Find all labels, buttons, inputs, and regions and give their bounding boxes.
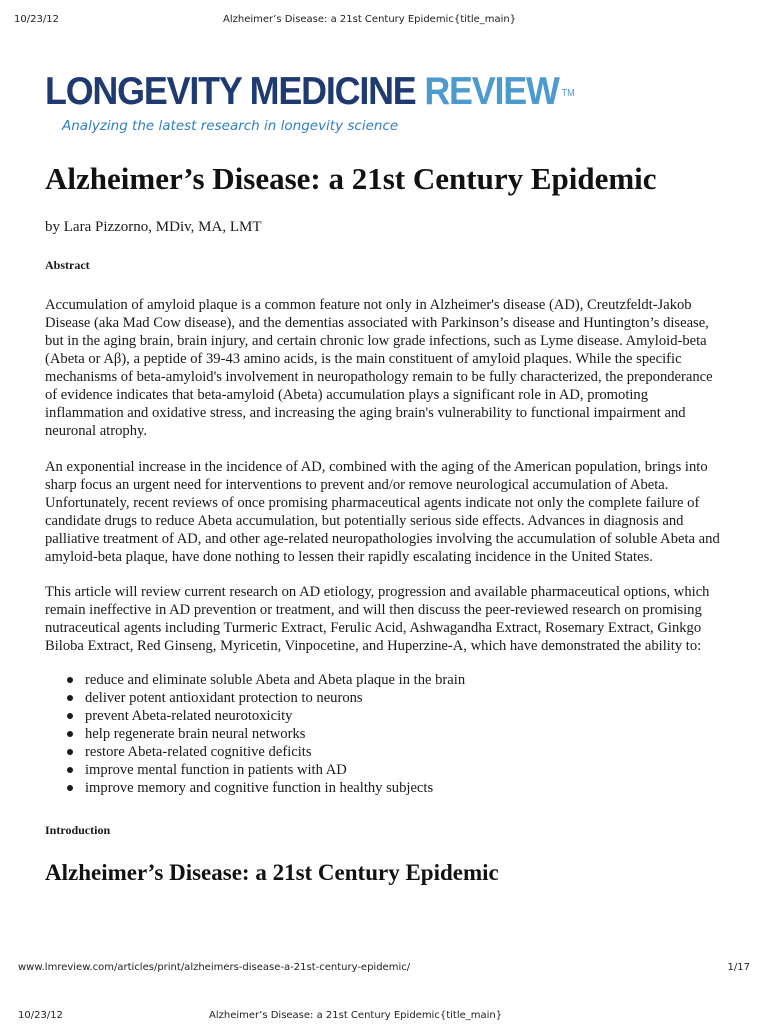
logo-word-review: REVIEW (424, 70, 559, 113)
print-url: www.lmreview.com/articles/print/alzheimers-disease-a-21st-century-epidemic/ (18, 962, 411, 973)
page-number: 1/17 (727, 962, 750, 973)
bullet-icon (67, 785, 73, 791)
list-item: improve mental function in patients with AD (67, 761, 725, 779)
list-item: restore Abeta-related cognitive deficits (67, 743, 725, 761)
article-content (45, 160, 725, 887)
list-item: prevent Abeta-related neurotoxicity (67, 707, 725, 725)
abstract-heading: Abstract (45, 258, 90, 272)
bullet-icon (67, 749, 73, 755)
abstract-paragraph-3: This article will review current research on AD etiology, progression and available pharmaceutical options, which remain ineffective in AD prevention or treatment, and will then discuss the peer-reviewed research on promising nutraceutical agents including Turmeric Extract, Ferulic Acid, Ashwagandha Extract, Rosemary Extract, Ginkgo Biloba Extract, Red Ginseng, Myricetin, Vinpocetine, and Huperzine-A, which have demonstrated the ability to: (45, 584, 710, 654)
logo-wordmark (45, 72, 575, 112)
print-date: 10/23/12 (18, 1010, 63, 1021)
bullet-icon (67, 767, 73, 773)
abstract-paragraph-2: An exponential increase in the incidence of AD, combined with the aging of the American population, brings into sharp focus an urgent need for interventions to prevent and/or remove neurological accumulation of Abeta. Unfortunately, recent reviews of once promising pharmaceutical agents indicate not only the complete failure of candidate drugs to reduce Abeta accumulation, but potentially serious side effects. Advances in diagnosis and palliative treatment of AD, and other age-related neuropathologies involving the accumulation of soluble Abeta and amyloid-beta plaque, have done nothing to lessen their rapidly escalating incidence in the United States. (45, 459, 720, 565)
list-item: help regenerate brain neural networks (67, 725, 725, 743)
bullet-icon (67, 695, 73, 701)
logo-word-longevity-medicine: LONGEVITY MEDICINE (45, 70, 425, 113)
introduction-heading: Introduction (45, 823, 111, 837)
section-title: Alzheimer’s Disease: a 21st Century Epidemic (45, 860, 499, 885)
bullet-icon (67, 677, 73, 683)
list-item: reduce and eliminate soluble Abeta and Abeta plaque in the brain (67, 671, 725, 689)
print-page-title: Alzheimer’s Disease: a 21st Century Epidemic{title_main} (209, 1010, 503, 1021)
abstract-paragraph-1: Accumulation of amyloid plaque is a common feature not only in Alzheimer's disease (AD), Creutzfeldt-Jakob Disease (aka Mad Cow disease), and the dementias associated with Parkinson’s disease and Huntington’s disease, but in the aging brain, brain injury, and certain chronic low grade infections, such as Lyme disease. Amyloid-beta (Abeta or Aβ), a peptide of 39-43 amino acids, is the main constituent of amyloid plaques. While the specific mechanisms of beta-amyloid's involvement in neuropathology remain to be fully characterized, the preponderance of evidence indicates that beta-amyloid (Abeta) accumulation plays a significant role in AD, promoting inflammation and oxidative stress, and increasing the aging brain's vulnerability to functional impairment and neuronal atrophy. (45, 297, 713, 439)
trademark-mark: TM (561, 88, 575, 99)
site-logo[interactable] (45, 72, 621, 134)
list-item: improve memory and cognitive function in healthy subjects (67, 779, 725, 797)
benefits-list (45, 671, 725, 797)
article-title: Alzheimer’s Disease: a 21st Century Epidemic (45, 161, 657, 196)
print-page-title: Alzheimer’s Disease: a 21st Century Epidemic{title_main} (223, 14, 517, 25)
print-date: 10/23/12 (14, 14, 59, 25)
list-item: deliver potent antioxidant protection to neurons (67, 689, 725, 707)
logo-tagline: Analyzing the latest research in longevity science (62, 118, 399, 134)
bullet-icon (67, 713, 73, 719)
article-byline: by Lara Pizzorno, MDiv, MA, LMT (45, 219, 262, 235)
bullet-icon (67, 731, 73, 737)
